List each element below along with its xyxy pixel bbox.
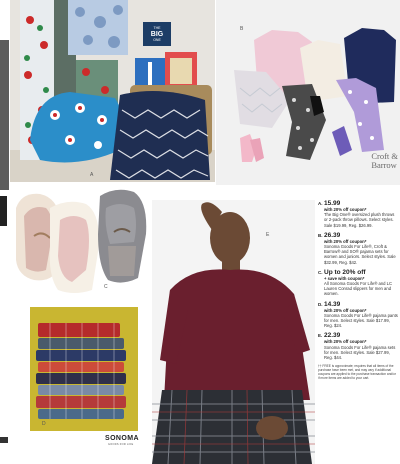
man-pajama-set-illustration [152, 200, 315, 464]
offer-coupon: with 20% off coupon* [324, 207, 367, 212]
offer-disclaimer: †† FREE is approximate; requires that all items of the purchase have been met, and may vary if additional coupons are applied to the purchase transaction and/or if more items are added to your cart. [318, 364, 396, 381]
offer-coupon: + save with coupon* [324, 275, 365, 281]
offer-coupon: with 20% off coupon* [324, 238, 367, 244]
offer-description: The Big One® oversized plush throws or 2-pack throw pillows. Select styles. Sale $19.99, Reg. $26.99. [324, 212, 395, 228]
big-one-label [143, 22, 171, 46]
offer-letter: E. [318, 333, 323, 339]
photo-mens-pajama-set [152, 200, 315, 464]
offers-column [318, 200, 398, 380]
sonoma-tagline: GOODS FOR LIFE [108, 443, 134, 446]
offer-a [318, 200, 398, 228]
offer-description: Sonoma Goods For Life® pajama pants for men. Select styles. Sale $17.99, Reg. $24. [324, 312, 398, 329]
offer-coupon: with 20% off coupon* [324, 307, 367, 313]
offer-letter: D. [318, 301, 323, 307]
big-one-line1: THE [153, 26, 161, 30]
adjacent-page-edge-dark [0, 196, 7, 226]
offer-e [318, 332, 398, 360]
panel-b-label: B [240, 26, 244, 32]
offer-description: Sonoma Goods For Life®, Croft & Barrow® and SO® pajama sets for women and juniors. Select styles. Sale $32.99, Reg. $42. [324, 244, 396, 265]
offer-letter: C. [318, 269, 323, 275]
offer-coupon: with 20% off coupon* [324, 339, 367, 345]
photo-slippers [10, 186, 150, 296]
slippers-illustration [10, 186, 150, 296]
big-one-line3: ONE [153, 38, 161, 42]
offer-price: 15.99 [324, 200, 341, 207]
throws-pillows-illustration [10, 0, 215, 182]
offer-price: 14.39 [324, 300, 341, 308]
panel-d-label: D [42, 421, 46, 427]
offer-letter: A. [318, 201, 323, 206]
panel-e-label: E [266, 232, 270, 238]
offer-d [318, 301, 398, 329]
big-one-line2: BIG [150, 31, 164, 38]
photo-throws-pillows [10, 0, 215, 182]
adjacent-page-edge [0, 40, 9, 190]
offer-price: Up to 20% off [324, 268, 366, 276]
brand-line1: Croft & [371, 151, 398, 161]
offer-price: 26.39 [324, 231, 341, 239]
brand-line2: Barrow [371, 160, 397, 170]
offer-price: 22.39 [324, 332, 341, 340]
offer-letter: B. [318, 232, 323, 238]
offer-description: All Sonoma Goods For Life® and LC Lauren Conrad slippers for men and women. [324, 281, 393, 297]
offer-b [318, 232, 398, 265]
photo-mens-pajama-pants [30, 307, 138, 431]
panel-c-label: C [104, 284, 108, 290]
corner-mark [0, 437, 8, 443]
sonoma-logo: SONOMA [105, 435, 139, 442]
offer-c [318, 269, 398, 297]
photo-womens-pajamas [216, 0, 400, 185]
panel-a-label: A [90, 172, 94, 178]
offer-description: Sonoma Goods For Life® pajama sets for men. Select styles. Sale $27.99, Reg. $44. [324, 344, 396, 361]
croft-barrow-logo [371, 152, 398, 170]
pajama-pants-stack-illustration [30, 307, 138, 431]
